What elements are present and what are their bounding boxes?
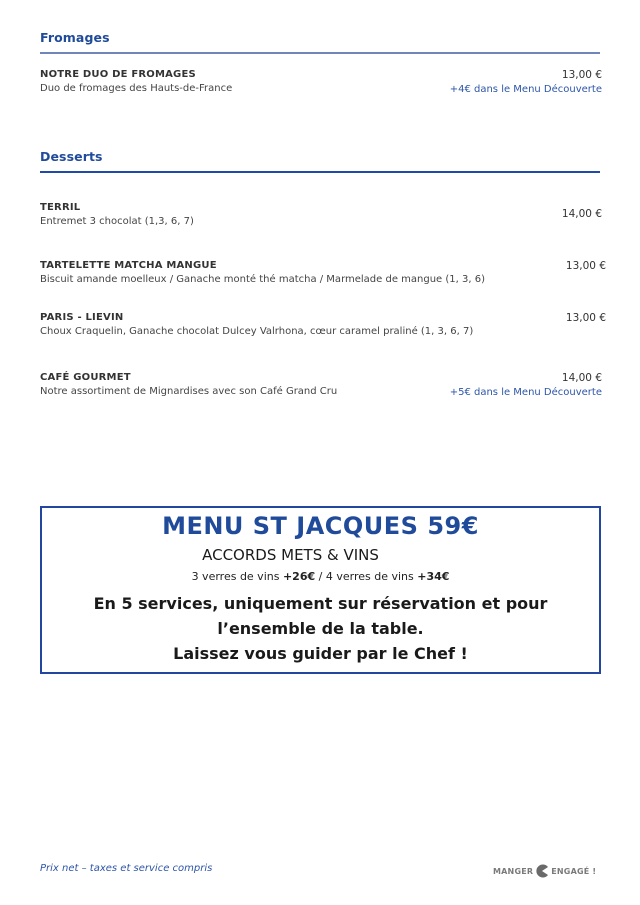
item-menu-note: +5€ dans le Menu Découverte xyxy=(449,387,602,398)
item-name: TARTELETTE MATCHA MANGUE xyxy=(40,260,217,271)
wine-3-price: +26€ xyxy=(282,570,316,583)
menu-item-tartelette xyxy=(40,260,606,285)
item-name: PARIS - LIEVIN xyxy=(40,312,124,323)
item-name: TERRIL xyxy=(40,202,81,213)
item-description: Entremet 3 chocolat (1,3, 6, 7) xyxy=(40,216,194,227)
menu-item-cafe-gourmet xyxy=(40,372,602,397)
body-line-1: En 5 services, uniquement sur réservation et pour xyxy=(93,594,548,613)
pacman-logo-icon xyxy=(535,864,549,878)
item-price: 14,00 € xyxy=(561,208,602,220)
item-name: NOTRE DUO DE FROMAGES xyxy=(40,69,196,80)
item-menu-note: +4€ dans le Menu Découverte xyxy=(449,84,602,95)
menu-st-jacques-box xyxy=(40,506,601,674)
section-title-fromages: Fromages xyxy=(40,30,110,45)
body-line-3: Laissez vous guider par le Chef ! xyxy=(173,644,468,663)
divider-desserts xyxy=(40,171,600,173)
menu-box-title: MENU ST JACQUES 59€ xyxy=(162,512,479,540)
price-footnote: Prix net – taxes et service compris xyxy=(40,863,213,874)
wine-4-price: +34€ xyxy=(417,570,450,583)
divider-fromages xyxy=(40,52,600,54)
item-name: CAFÉ GOURMET xyxy=(40,372,131,383)
logo-text-right: ENGAGÉ ! xyxy=(551,866,597,876)
menu-item-terril xyxy=(40,202,602,227)
wine-separator: / 4 verres de vins xyxy=(315,570,418,583)
item-price: 13,00 € xyxy=(565,312,606,324)
section-title-desserts: Desserts xyxy=(40,149,103,164)
item-price: 13,00 € xyxy=(565,260,606,272)
manger-engage-logo xyxy=(493,864,596,878)
item-price: 14,00 € xyxy=(561,372,602,384)
wine-3-label: 3 verres de vins xyxy=(191,570,283,583)
item-description: Notre assortiment de Mignardises avec son Café Grand Cru xyxy=(40,386,338,397)
item-price: 13,00 € xyxy=(561,69,602,81)
item-description: Biscuit amande moelleux / Ganache monté thé matcha / Marmelade de mangue (1, 3, 6) xyxy=(40,274,485,285)
body-line-2: l’ensemble de la table. xyxy=(217,619,424,638)
menu-item-duo-fromages xyxy=(40,69,602,94)
wine-pairing-prices xyxy=(42,570,599,583)
menu-box-body xyxy=(42,591,599,666)
item-description: Choux Craquelin, Ganache chocolat Dulcey Valrhona, cœur caramel praliné (1, 3, 6, 7) xyxy=(40,326,474,337)
menu-item-paris-lievin xyxy=(40,312,606,337)
menu-box-subtitle: ACCORDS METS & VINS xyxy=(202,546,379,564)
logo-text-left: MANGER xyxy=(493,866,534,876)
item-description: Duo de fromages des Hauts-de-France xyxy=(40,83,233,94)
